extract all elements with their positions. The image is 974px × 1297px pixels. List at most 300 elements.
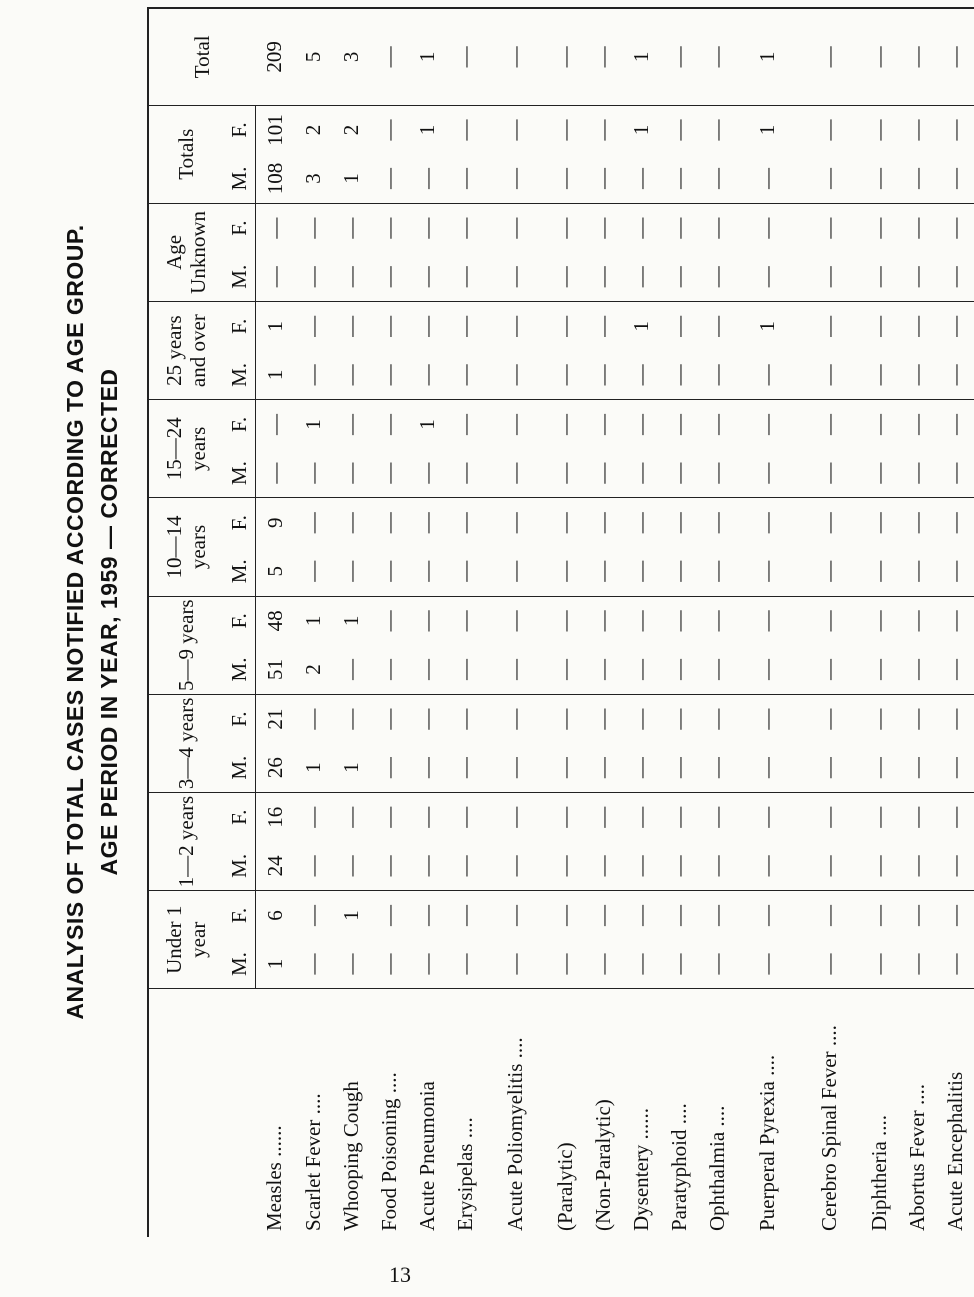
- male-count: —: [904, 364, 929, 386]
- age-cell: [256, 792, 295, 890]
- female-count: 101: [262, 114, 287, 146]
- table-row: [584, 8, 622, 1237]
- female-count: —: [904, 610, 929, 632]
- male-count: —: [704, 462, 729, 484]
- age-group-header: Under 1 year: [148, 891, 223, 989]
- female-count: —: [942, 119, 967, 141]
- male-count: —: [452, 266, 477, 288]
- male-count: —: [866, 168, 891, 190]
- table-row: [294, 8, 332, 1237]
- age-cell: [860, 891, 898, 989]
- female-count: 1: [754, 321, 779, 332]
- male-count: —: [414, 855, 439, 877]
- female-count: —: [502, 315, 527, 337]
- female-count: —: [866, 315, 891, 337]
- male-count: —: [942, 364, 967, 386]
- male-count: —: [552, 658, 577, 680]
- age-cell: [446, 792, 484, 890]
- age-cell: [446, 498, 484, 596]
- female-count: —: [666, 119, 691, 141]
- age-cell: [408, 203, 446, 301]
- age-cell: [898, 302, 936, 400]
- disease-label: Whooping Cough: [332, 989, 370, 1237]
- disease-label: Ophthalmia ....: [698, 989, 736, 1237]
- age-cell: [622, 891, 660, 989]
- table-row: [446, 8, 484, 1237]
- male-count: —: [904, 757, 929, 779]
- male-count: —: [754, 757, 779, 779]
- female-count: —: [704, 414, 729, 435]
- female-count: —: [414, 512, 439, 534]
- female-count: —: [754, 806, 779, 828]
- male-count: —: [552, 462, 577, 484]
- age-cell: [256, 891, 295, 989]
- female-count: —: [590, 610, 615, 632]
- male-label: M.: [226, 952, 251, 976]
- female-count: 9: [262, 517, 287, 528]
- female-count: —: [414, 806, 439, 828]
- age-cell: [408, 105, 446, 203]
- row-total: 209: [256, 8, 295, 105]
- female-count: —: [452, 708, 477, 730]
- male-count: —: [552, 855, 577, 877]
- male-count: —: [452, 757, 477, 779]
- age-cell: [370, 105, 408, 203]
- age-cell: [698, 302, 736, 400]
- male-count: —: [628, 658, 653, 680]
- female-count: —: [904, 708, 929, 730]
- female-label: F.: [226, 515, 251, 531]
- age-cell: [860, 105, 898, 203]
- female-count: —: [816, 217, 841, 239]
- male-count: —: [452, 364, 477, 386]
- female-count: —: [414, 610, 439, 632]
- age-cell: [660, 694, 698, 792]
- female-count: —: [866, 806, 891, 828]
- female-count: —: [816, 708, 841, 730]
- male-count: 2: [300, 664, 325, 675]
- table-row: [484, 8, 546, 1237]
- age-cell: [698, 792, 736, 890]
- male-label: M.: [226, 755, 251, 780]
- age-group-header: 10—14 years: [148, 498, 223, 596]
- female-count: —: [502, 610, 527, 632]
- male-count: —: [704, 757, 729, 779]
- age-group-header: Age Unknown: [148, 203, 223, 301]
- sex-header: [223, 203, 256, 301]
- age-cell: [798, 498, 860, 596]
- male-count: —: [816, 168, 841, 190]
- age-cell: [698, 596, 736, 694]
- male-count: —: [300, 364, 325, 386]
- age-cell: [898, 694, 936, 792]
- age-cell: [936, 694, 974, 792]
- female-count: —: [628, 904, 653, 926]
- age-cell: [736, 203, 798, 301]
- female-count: —: [552, 512, 577, 534]
- age-group-header: Totals: [148, 105, 223, 203]
- female-count: —: [754, 217, 779, 239]
- male-count: —: [502, 364, 527, 386]
- male-label: M.: [226, 853, 251, 878]
- female-count: —: [452, 315, 477, 337]
- male-count: —: [666, 658, 691, 680]
- male-count: —: [904, 560, 929, 582]
- age-cell: [660, 891, 698, 989]
- female-count: —: [816, 119, 841, 141]
- age-cell: [332, 891, 370, 989]
- male-count: —: [704, 168, 729, 190]
- female-count: 1: [262, 321, 287, 332]
- female-count: —: [376, 217, 401, 239]
- male-count: —: [376, 266, 401, 288]
- table-row: [408, 8, 446, 1237]
- male-count: —: [628, 560, 653, 582]
- female-count: 1: [300, 615, 325, 627]
- age-cell: [622, 203, 660, 301]
- female-count: —: [502, 904, 527, 926]
- age-cell: [484, 694, 546, 792]
- female-count: —: [376, 708, 401, 730]
- female-label: F.: [226, 711, 251, 727]
- female-count: —: [502, 512, 527, 534]
- male-count: —: [414, 658, 439, 680]
- female-count: —: [452, 119, 477, 141]
- female-count: —: [502, 806, 527, 828]
- age-cell: [446, 400, 484, 498]
- female-count: —: [704, 119, 729, 141]
- age-cell: [936, 105, 974, 203]
- female-count: —: [628, 610, 653, 632]
- male-count: —: [590, 168, 615, 190]
- female-count: 1: [414, 419, 439, 430]
- age-cell: [294, 105, 332, 203]
- age-cell: [936, 203, 974, 301]
- male-count: —: [452, 560, 477, 582]
- age-cell: [860, 302, 898, 400]
- sex-header: [223, 302, 256, 400]
- age-cell: [370, 891, 408, 989]
- male-count: —: [816, 855, 841, 877]
- female-count: 1: [338, 910, 363, 921]
- female-count: —: [942, 217, 967, 239]
- male-count: —: [628, 266, 653, 288]
- female-count: —: [866, 217, 891, 239]
- female-count: —: [502, 708, 527, 730]
- age-cell: [660, 105, 698, 203]
- male-count: —: [414, 953, 439, 975]
- female-count: —: [300, 217, 325, 239]
- row-total: —: [698, 8, 736, 105]
- male-count: —: [502, 757, 527, 779]
- age-cell: [294, 302, 332, 400]
- disease-label: (Paralytic): [546, 989, 584, 1237]
- male-count: —: [502, 266, 527, 288]
- female-count: 1: [414, 124, 439, 136]
- age-cell: [294, 400, 332, 498]
- age-cell: [546, 694, 584, 792]
- disease-label: (Non-Paralytic): [584, 989, 622, 1237]
- male-count: —: [590, 462, 615, 484]
- age-cell: [584, 792, 622, 890]
- age-cell: [936, 792, 974, 890]
- disease-label: Abortus Fever ....: [898, 989, 936, 1237]
- male-count: —: [552, 266, 577, 288]
- female-count: —: [452, 217, 477, 239]
- male-count: —: [338, 855, 363, 877]
- female-count: —: [816, 904, 841, 926]
- female-count: 2: [338, 124, 363, 136]
- male-count: —: [866, 953, 891, 975]
- age-cell: [446, 302, 484, 400]
- female-count: 21: [262, 708, 287, 730]
- male-count: —: [754, 560, 779, 582]
- female-label: F.: [226, 318, 251, 334]
- female-count: —: [816, 610, 841, 632]
- age-cell: [622, 302, 660, 400]
- female-count: —: [300, 512, 325, 534]
- age-cell: [736, 302, 798, 400]
- male-count: —: [704, 364, 729, 386]
- male-count: —: [376, 364, 401, 386]
- age-cell: [546, 596, 584, 694]
- male-count: —: [414, 757, 439, 779]
- age-cell: [660, 596, 698, 694]
- male-count: —: [414, 462, 439, 484]
- row-total: —: [446, 8, 484, 105]
- disease-label: Cerebro Spinal Fever ....: [798, 989, 860, 1237]
- age-cell: [408, 694, 446, 792]
- disease-label: Puerperal Pyrexia ....: [736, 989, 798, 1237]
- male-count: 24: [262, 855, 287, 877]
- male-count: —: [942, 266, 967, 288]
- female-count: —: [816, 315, 841, 337]
- male-count: —: [628, 168, 653, 190]
- disease-label: Acute Encephalitis: [936, 989, 974, 1237]
- age-cell: [546, 400, 584, 498]
- row-total: —: [660, 8, 698, 105]
- female-count: —: [376, 806, 401, 828]
- age-cell: [622, 792, 660, 890]
- age-group-header: 15—24 years: [148, 400, 223, 498]
- female-count: 1: [300, 419, 325, 430]
- age-cell: [584, 203, 622, 301]
- male-count: —: [704, 953, 729, 975]
- female-count: —: [942, 610, 967, 632]
- sex-header: [223, 891, 256, 989]
- male-count: —: [754, 658, 779, 680]
- female-count: 1: [754, 124, 779, 136]
- male-count: 26: [262, 757, 287, 779]
- female-count: —: [942, 708, 967, 730]
- male-count: —: [704, 855, 729, 877]
- female-label: F.: [226, 907, 251, 924]
- male-count: —: [376, 560, 401, 582]
- age-cell: [546, 891, 584, 989]
- female-count: —: [816, 806, 841, 828]
- header-row-groups: [148, 8, 223, 1237]
- male-count: 1: [262, 958, 287, 970]
- age-cell: [446, 891, 484, 989]
- male-count: —: [338, 560, 363, 582]
- female-count: —: [338, 806, 363, 828]
- age-cell: [446, 596, 484, 694]
- female-label: F.: [226, 220, 251, 236]
- female-count: —: [942, 414, 967, 435]
- male-count: —: [904, 266, 929, 288]
- male-count: —: [704, 658, 729, 680]
- male-count: —: [452, 168, 477, 190]
- male-count: —: [904, 855, 929, 877]
- sex-header: [223, 105, 256, 203]
- age-cell: [860, 400, 898, 498]
- male-count: 3: [300, 173, 325, 184]
- label-header: [148, 989, 256, 1237]
- age-group-header: 5—9 years: [148, 596, 223, 694]
- male-count: 1: [338, 173, 363, 184]
- male-count: —: [904, 658, 929, 680]
- male-count: —: [338, 953, 363, 975]
- male-count: —: [942, 462, 967, 484]
- age-cell: [660, 498, 698, 596]
- age-cell: [660, 203, 698, 301]
- female-count: —: [552, 904, 577, 926]
- row-total: 5: [294, 8, 332, 105]
- male-count: —: [414, 560, 439, 582]
- age-cell: [660, 302, 698, 400]
- table-row: [698, 8, 736, 1237]
- male-count: —: [816, 560, 841, 582]
- row-total: 3: [332, 8, 370, 105]
- age-cell: [256, 694, 295, 792]
- age-cell: [698, 694, 736, 792]
- age-cell: [736, 105, 798, 203]
- age-cell: [256, 105, 295, 203]
- age-cell: [294, 891, 332, 989]
- female-count: —: [866, 904, 891, 926]
- age-cell: [370, 400, 408, 498]
- female-count: —: [904, 217, 929, 239]
- male-count: —: [666, 364, 691, 386]
- age-cell: [256, 203, 295, 301]
- row-total: —: [370, 8, 408, 105]
- female-count: —: [704, 315, 729, 337]
- female-count: —: [628, 217, 653, 239]
- age-cell: [898, 596, 936, 694]
- male-count: —: [502, 953, 527, 975]
- male-count: —: [300, 855, 325, 877]
- female-count: —: [904, 414, 929, 435]
- female-count: —: [414, 904, 439, 926]
- row-total: —: [584, 8, 622, 105]
- female-count: —: [942, 512, 967, 534]
- male-count: —: [666, 266, 691, 288]
- rotated-page: [62, 7, 967, 1237]
- row-total: 1: [408, 8, 446, 105]
- age-cell: [584, 400, 622, 498]
- female-count: —: [590, 414, 615, 435]
- male-count: —: [754, 953, 779, 975]
- age-group-header: 1—2 years: [148, 792, 223, 890]
- male-count: —: [502, 560, 527, 582]
- male-count: —: [452, 658, 477, 680]
- male-count: —: [590, 757, 615, 779]
- male-count: —: [754, 266, 779, 288]
- male-count: —: [816, 462, 841, 484]
- male-count: —: [338, 462, 363, 484]
- age-cell: [546, 498, 584, 596]
- female-count: —: [552, 217, 577, 239]
- male-count: —: [866, 757, 891, 779]
- male-count: —: [942, 658, 967, 680]
- male-count: —: [666, 462, 691, 484]
- female-count: —: [628, 414, 653, 435]
- female-count: —: [300, 806, 325, 828]
- female-count: —: [376, 414, 401, 435]
- age-cell: [446, 105, 484, 203]
- female-count: —: [300, 708, 325, 730]
- disease-label: Paratyphoid ....: [660, 989, 698, 1237]
- age-cell: [698, 203, 736, 301]
- male-count: 1: [300, 762, 325, 773]
- male-count: —: [502, 855, 527, 877]
- female-count: —: [338, 217, 363, 239]
- age-cell: [736, 498, 798, 596]
- age-cell: [546, 105, 584, 203]
- female-count: —: [754, 414, 779, 435]
- female-count: —: [866, 708, 891, 730]
- age-cell: [584, 105, 622, 203]
- female-count: —: [666, 217, 691, 239]
- male-count: —: [376, 462, 401, 484]
- male-count: 1: [262, 369, 287, 381]
- age-cell: [898, 891, 936, 989]
- female-count: —: [452, 904, 477, 926]
- age-cell: [370, 203, 408, 301]
- age-cell: [484, 891, 546, 989]
- age-cell: [294, 498, 332, 596]
- female-label: F.: [226, 416, 251, 433]
- age-cell: [256, 400, 295, 498]
- male-count: —: [376, 757, 401, 779]
- male-count: —: [376, 855, 401, 877]
- male-count: —: [300, 266, 325, 288]
- disease-label: Erysipelas ....: [446, 989, 484, 1237]
- male-count: —: [262, 462, 287, 484]
- age-cell: [546, 302, 584, 400]
- female-count: —: [866, 414, 891, 435]
- male-count: —: [754, 855, 779, 877]
- male-count: —: [628, 462, 653, 484]
- female-count: —: [942, 904, 967, 926]
- male-count: —: [866, 266, 891, 288]
- age-cell: [622, 596, 660, 694]
- male-count: —: [942, 855, 967, 877]
- female-count: —: [866, 512, 891, 534]
- page-title: ANALYSIS OF TOTAL CASES NOTIFIED ACCORDING TO AGE GROUP.: [62, 224, 88, 1020]
- male-count: —: [414, 364, 439, 386]
- male-count: —: [866, 364, 891, 386]
- female-count: —: [300, 904, 325, 926]
- male-count: —: [666, 560, 691, 582]
- age-cell: [332, 596, 370, 694]
- female-count: —: [704, 806, 729, 828]
- age-cell: [798, 792, 860, 890]
- age-cell: [546, 792, 584, 890]
- male-count: —: [866, 462, 891, 484]
- male-count: 5: [262, 566, 287, 577]
- age-cell: [798, 596, 860, 694]
